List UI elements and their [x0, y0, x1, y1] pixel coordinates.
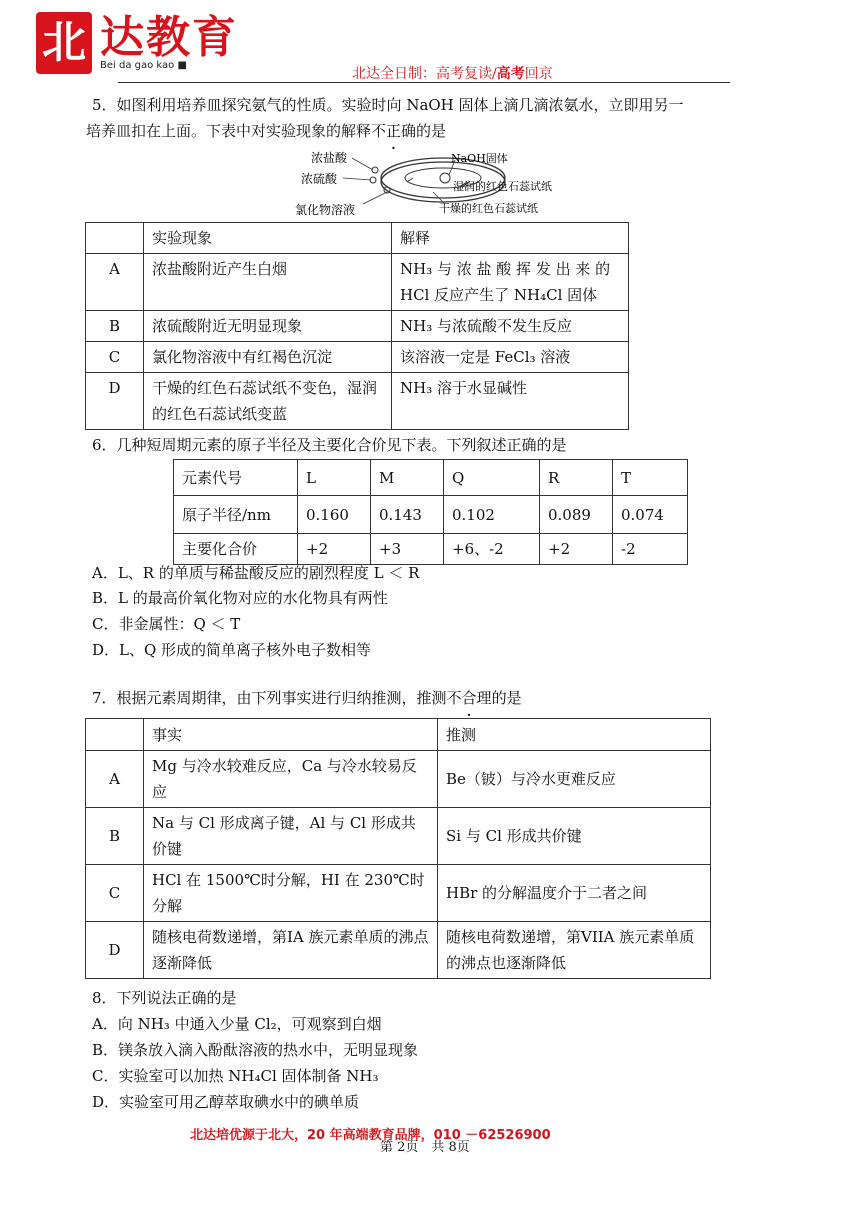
table-row: 主要化合价 +2 +3 +6、-2 +2 -2: [174, 534, 688, 565]
q8-stem: 8．下列说法正确的是: [92, 989, 237, 1007]
header-rule: [118, 82, 730, 83]
table-row: B 浓硫酸附近无明显现象 NH₃ 与浓硫酸不发生反应: [86, 311, 629, 342]
q6-stem: 6．几种短周期元素的原子半径及主要化合价见下表。下列叙述正确的是: [92, 436, 567, 454]
q6-table: [173, 459, 688, 565]
petri-dish-diagram: [295, 148, 585, 220]
label-h2so4: 浓硫酸: [301, 172, 338, 186]
q6-option-b: B．L 的最高价氧化物对应的水化物具有两性: [92, 589, 388, 607]
logo-mark: 北: [36, 12, 92, 74]
q8-option-b: B．镁条放入滴入酚酞溶液的热水中，无明显现象: [92, 1041, 419, 1059]
q6-option-c: C．非金属性：Q ＜ T: [92, 615, 241, 633]
table-row: B Na 与 Cl 形成离子键，Al 与 Cl 形成共价键 Si 与 Cl 形成共价键: [86, 808, 711, 865]
q6-option-a: A．L、R 的单质与稀盐酸反应的剧烈程度 L ＜ R: [92, 564, 420, 582]
table-row: 元素代号 L M Q R T: [174, 460, 688, 496]
q5-table: [85, 222, 629, 430]
page-number: 第 2页 共 8页: [380, 1140, 470, 1155]
q8-option-a: A．向 NH₃ 中通入少量 Cl₂，可观察到白烟: [92, 1015, 382, 1033]
table-row: C HCl 在 1500℃时分解，HI 在 230℃时分解 HBr 的分解温度介于二者之间: [86, 865, 711, 922]
footer-brand: 北达培优源于北大，20 年高端教育品牌，010 －62526900: [190, 1128, 551, 1143]
header-slogan: 北达全日制：高考复读/高考回京: [352, 66, 553, 82]
q7-table: [85, 718, 711, 979]
table-row: 实验现象 解释: [86, 223, 629, 254]
label-hcl: 浓盐酸: [311, 151, 348, 165]
q7-stem: 7．根据元素周期律，由下列事实进行归纳推测，推测不合理的是: [92, 689, 522, 707]
label-naoh: NaOH固体: [451, 152, 508, 165]
table-row: A Mg 与冷水较难反应，Ca 与冷水较易反应 Be（铍）与冷水更难反应: [86, 751, 711, 808]
table-row: A 浓盐酸附近产生白烟 NH₃ 与 浓 盐 酸 挥 发 出 来 的 HCl 反应产生了 NH₄Cl 固体: [86, 254, 629, 311]
logo-pinyin: Bei da gao kao ■: [100, 60, 187, 71]
label-wet-paper: 湿润的红色石蕊试纸: [453, 180, 552, 193]
label-chloride: 氯化物溶液: [295, 203, 356, 217]
label-dry-paper: 干燥的红色石蕊试纸: [439, 202, 538, 215]
logo-text: 达教育: [100, 12, 238, 63]
table-row: 事实 推测: [86, 719, 711, 751]
q5-stem-line2: 培养皿扣在上面。下表中对实验现象的解释不正确的是: [86, 122, 447, 140]
table-row: 原子半径/nm 0.160 0.143 0.102 0.089 0.074: [174, 496, 688, 534]
table-row: D 干燥的红色石蕊试纸不变色，湿润的红色石蕊试纸变蓝 NH₃ 溶于水显碱性: [86, 373, 629, 430]
q8-option-d: D．实验室可用乙醇萃取碘水中的碘单质: [92, 1093, 360, 1111]
q6-option-d: D．L、Q 形成的简单离子核外电子数相等: [92, 641, 372, 659]
table-row: D 随核电荷数递增，第IA 族元素单质的沸点逐渐降低 随核电荷数递增，第VIIA 族元素单质的沸点也逐渐降低: [86, 922, 711, 979]
q5-stem-line1: 5．如图利用培养皿探究氨气的性质。实验时向 NaOH 固体上滴几滴浓氨水，立即用另一: [92, 96, 684, 114]
table-row: C 氯化物溶液中有红褐色沉淀 该溶液一定是 FeCl₃ 溶液: [86, 342, 629, 373]
q8-option-c: C．实验室可以加热 NH₄Cl 固体制备 NH₃: [92, 1067, 379, 1085]
